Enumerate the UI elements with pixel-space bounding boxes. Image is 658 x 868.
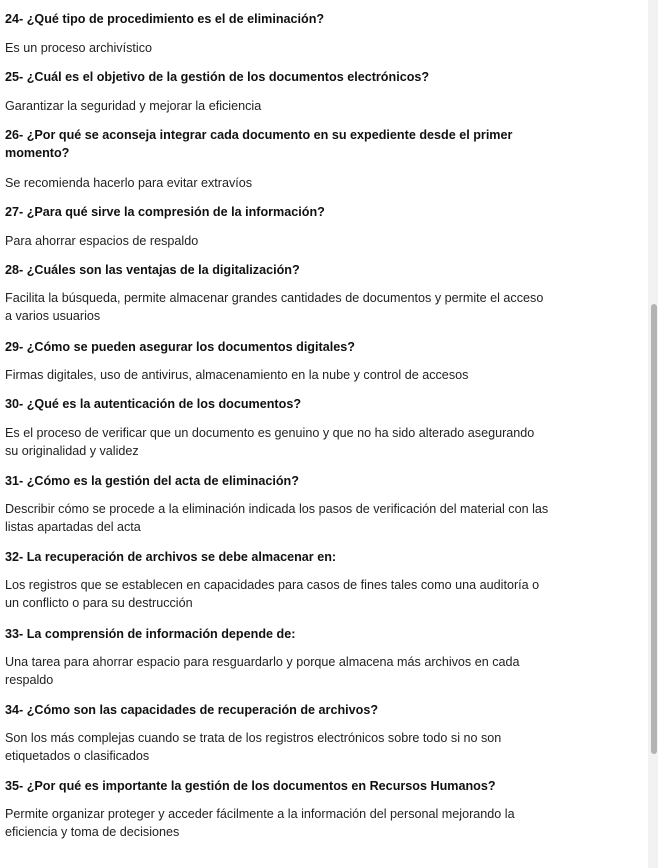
question-28: 28- ¿Cuáles son las ventajas de la digitalización? xyxy=(5,263,300,277)
question-26: 26- ¿Por qué se aconseja integrar cada documento en su expediente desde el primer momento? xyxy=(5,128,513,160)
answer-29: Firmas digitales, uso de antivirus, almacenamiento en la nube y control de accesos xyxy=(5,368,469,382)
answer-26: Se recomienda hacerlo para evitar extravíos xyxy=(5,176,253,190)
answer-35: Permite organizar proteger y acceder fácilmente a la información del personal mejorando la eficiencia y toma de decisiones xyxy=(5,807,515,839)
answer-32: Los registros que se establecen en capacidades para casos de fines tales como una auditoría o un conflicto o para su destrucción xyxy=(5,578,540,610)
question-29: 29- ¿Cómo se pueden asegurar los documentos digitales? xyxy=(5,340,355,354)
question-33: 33- La comprensión de información depende de: xyxy=(5,627,296,641)
answer-25: Garantizar la seguridad y mejorar la eficiencia xyxy=(5,99,262,113)
question-27: 27- ¿Para qué sirve la compresión de la información? xyxy=(5,205,325,219)
question-34: 34- ¿Cómo son las capacidades de recuperación de archivos? xyxy=(5,703,379,717)
answer-27: Para ahorrar espacios de respaldo xyxy=(5,234,199,248)
question-31: 31- ¿Cómo es la gestión del acta de eliminación? xyxy=(5,474,299,488)
question-35: 35- ¿Por qué es importante la gestión de los documentos en Recursos Humanos? xyxy=(5,779,496,793)
answer-34: Son los más complejas cuando se trata de los registros electrónicos sobre todo si no son etiquetados o clasificados xyxy=(5,731,502,763)
answer-31: Describir cómo se procede a la eliminación indicada los pasos de verificación del material con las listas apartadas del acta xyxy=(5,502,549,534)
answer-33: Una tarea para ahorrar espacio para resguardarlo y porque almacena más archivos en cada respaldo xyxy=(5,655,520,687)
question-25: 25- ¿Cuál es el objetivo de la gestión de los documentos electrónicos? xyxy=(5,70,430,84)
question-24: 24- ¿Qué tipo de procedimiento es el de eliminación? xyxy=(5,12,325,26)
answer-28: Facilita la búsqueda, permite almacenar grandes cantidades de documentos y permite el acceso a varios usuarios xyxy=(5,291,544,323)
question-30: 30- ¿Qué es la autenticación de los documentos? xyxy=(5,397,302,411)
scrollbar-thumb[interactable] xyxy=(651,304,657,754)
answer-24: Es un proceso archivístico xyxy=(5,41,152,55)
answer-30: Es el proceso de verificar que un documento es genuino y que no ha sido alterado asegurando su originalidad y validez xyxy=(5,426,535,458)
question-32: 32- La recuperación de archivos se debe almacenar en: xyxy=(5,550,337,564)
